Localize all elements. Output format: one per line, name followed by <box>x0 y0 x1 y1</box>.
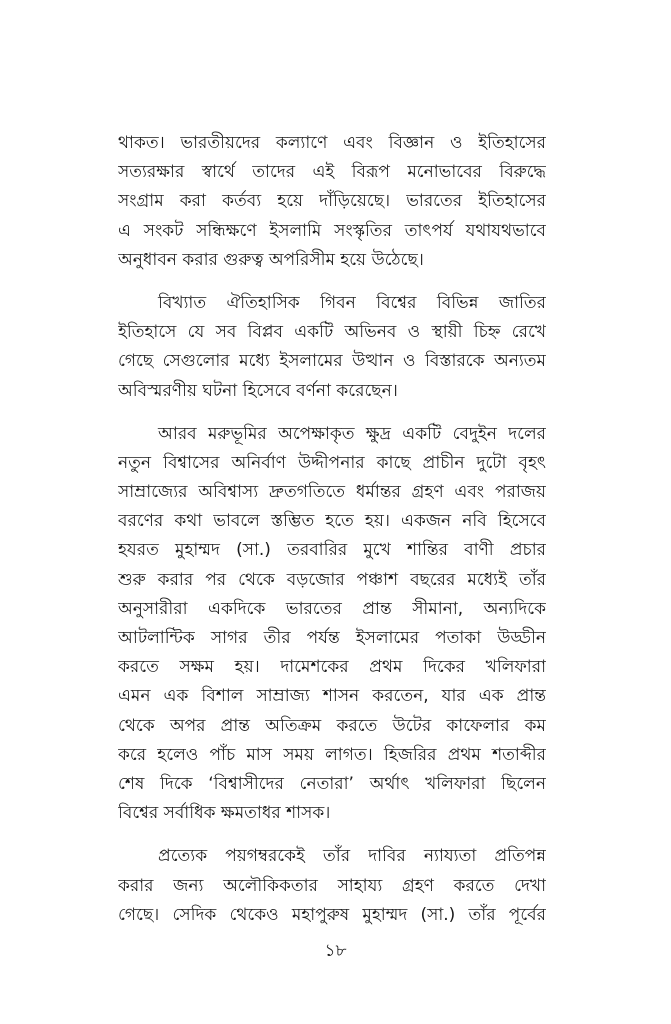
text-line: বিশ্বের সর্বাধিক ক্ষমতাধর শাসক। <box>118 803 331 824</box>
text-line: সত্যরক্ষার স্বার্থে তাদের এই বিরূপ মনোভাবের বিরুদ্ধে <box>118 162 546 183</box>
paragraph-3 <box>118 420 546 829</box>
text-line: ইতিহাসে যে সব বিপ্লব একটি অভিনব ও স্থায়ী চিহ্ন রেখে <box>118 322 546 343</box>
text-line: নতুন বিশ্বাসের অনির্বাণ উদ্দীপনার কাছে প্রাচীন দুটো বৃহৎ <box>118 452 546 473</box>
text-line: গেছে সেগুলোর মধ্যে ইসলামের উত্থান ও বিস্তারকে অন্যতম <box>118 351 546 372</box>
text-line: শুরু করার পর থেকে বড়জোর পঞ্চাশ বছরের মধ্যেই তাঁর <box>118 569 546 590</box>
text-line: করার জন্য অলৌকিকতার সাহায্য গ্রহণ করতে দেখা <box>118 875 546 896</box>
text-line: প্রত্যেক পয়গম্বরকেই তাঁর দাবির ন্যায্যতা প্রতিপন্ন <box>158 846 546 867</box>
text-line: থাকত। ভারতীয়দের কল্যাণে এবং বিজ্ঞান ও ইতিহাসের <box>118 133 546 153</box>
text-line: এমন এক বিশাল সাম্রাজ্য শাসন করতেন, যার এক প্রান্ত <box>118 686 546 707</box>
text-line: হযরত মুহাম্মদ (সা.) তরবারির মুখে শান্তির বাণী প্রচার <box>118 540 546 561</box>
text-line: আরব মরুভূমির অপেক্ষাকৃত ক্ষুদ্র একটি বেদুইন দলের <box>158 423 546 444</box>
text-line: অবিস্মরণীয় ঘটনা হিসেবে বর্ণনা করেছেন। <box>118 380 398 401</box>
text-line: অনুধাবন করার গুরুত্ব অপরিসীম হয়ে উঠেছে। <box>118 249 424 270</box>
text-line: শেষ দিকে ‘বিশ্বাসীদের নেতারা’ অর্থাৎ খলিফারা ছিলেন <box>118 773 546 794</box>
text-line: বরণের কথা ভাবলে স্তম্ভিত হতে হয়। একজন নবি হিসেবে <box>118 511 546 532</box>
text-line: সাম্রাজ্যের অবিশ্বাস্য দ্রুতগতিতে ধর্মান্তর গ্রহণ এবং পরাজয় <box>118 482 546 503</box>
text-line: সংগ্রাম করা কর্তব্য হয়ে দাঁড়িয়েছে। ভারতের ইতিহাসের <box>118 191 546 212</box>
text-line: এ সংকট সন্ধিক্ষণে ইসলামি সংস্কৃতির তাৎপর্য যথাযথভাবে <box>118 220 546 241</box>
page-number: ১৮ <box>324 941 347 961</box>
text-line: থেকে অপর প্রান্ত অতিক্রম করতে উটের কাফেলার কম <box>118 715 546 736</box>
text-line: বিখ্যাত ঐতিহাসিক গিবন বিশ্বের বিভিন্ন জাতির <box>158 292 546 313</box>
text-line: অনুসারীরা একদিকে ভারতের প্রান্ত সীমানা, অন্যদিকে <box>118 598 546 619</box>
paragraph-1 <box>118 129 546 275</box>
text-line: গেছে। সেদিক থেকেও মহাপুরুষ মুহাম্মদ (সা.) তাঁর পূর্বের <box>118 904 546 925</box>
paragraph-2 <box>118 289 546 406</box>
body-text <box>118 129 546 944</box>
text-line: করে হলেও পাঁচ মাস সময় লাগত। হিজরির প্রথম শতাব্দীর <box>118 744 546 765</box>
text-line: আটলান্টিক সাগর তীর পর্যন্ত ইসলামের পতাকা উড্ডীন <box>118 628 546 648</box>
text-line: করতে সক্ষম হয়। দামেশকের প্রথম দিকের খলিফারা <box>118 657 546 678</box>
paragraph-4 <box>118 842 546 930</box>
